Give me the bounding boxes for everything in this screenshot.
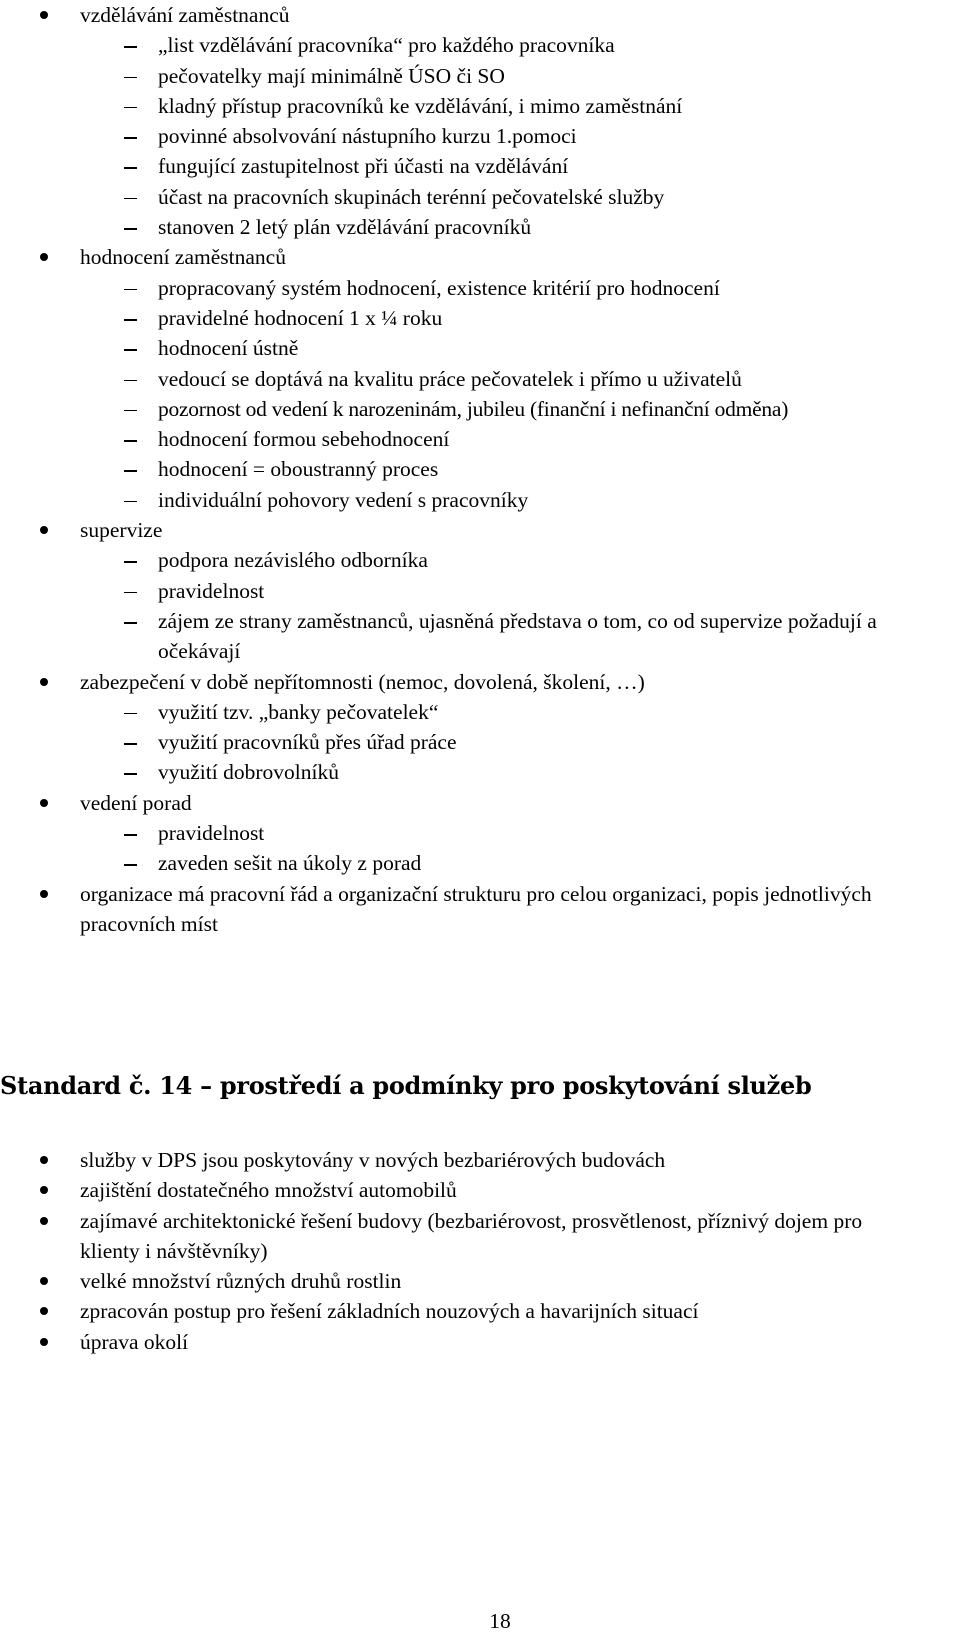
sub-item-text: stanoven 2 letý plán vzdělávání pracovníků [158,215,532,240]
list-item [0,515,960,666]
sub-list-item [0,697,960,727]
list-item [0,0,960,242]
sub-list-item [0,545,960,575]
sub-item-text: podpora nezávislého odborníka [158,548,428,573]
sub-list-item [0,91,960,121]
sub-list-item [0,424,960,454]
sub-item-text: individuální pohovory vedení s pracovníky [158,487,529,512]
sub-list-item [0,182,960,212]
sub-list-item [0,454,960,484]
sub-item-text: zájem ze strany zaměstnanců, ujasněná představa o tom, co od supervize požadují a očekávají [158,608,877,664]
bullet-list-section2 [0,1145,960,1357]
sub-item-text: pravidelnost [158,821,265,846]
sub-list [80,30,960,242]
sub-item-text: účast na pracovních skupinách terénní pečovatelské služby [158,184,665,209]
list-item [0,1145,960,1175]
sub-list-item [0,606,960,667]
sub-list-item [0,576,960,606]
sub-item-text: využití dobrovolníků [158,760,339,785]
sub-item-text: hodnocení = oboustranný proces [158,457,439,482]
sub-list-item [0,757,960,787]
bullet-item-text: zajištění dostatečného množství automobilů [80,1178,457,1203]
sub-item-text: fungující zastupitelnost při účasti na vzdělávání [158,154,569,179]
sub-list-item [0,273,960,303]
bullet-item-text: supervize [80,518,163,543]
list-item [0,1327,960,1357]
sub-item-text: využití pracovníků přes úřad práce [158,730,457,755]
list-item [0,879,960,940]
section-heading: Standard č. 14 – prostředí a podmínky pro poskytování služeb [0,1071,812,1100]
bullet-item-text: úprava okolí [80,1329,189,1354]
sub-item-text: využití tzv. „banky pečovatelek“ [158,699,439,724]
bullet-item-text: služby v DPS jsou poskytovány v nových bezbariérových budovách [80,1148,666,1172]
sub-list-item [0,30,960,60]
bullet-item-text: vzdělávání zaměstnanců [80,3,290,27]
bullet-item-text: zpracován postup pro řešení základních nouzových a havarijních situací [80,1299,699,1324]
sub-item-text: hodnocení formou sebehodnocení [158,427,450,452]
sub-item-text: pozornost od vedení k narozeninám, jubileu (finanční i nefinanční odměna) [158,396,789,421]
bullet-item-text: hodnocení zaměstnanců [80,245,286,270]
sub-list-item [0,151,960,181]
sub-list-item [0,212,960,242]
sub-list-item [0,61,960,91]
bullet-item-text: zabezpečení v době nepřítomnosti (nemoc, dovolená, školení, …) [80,669,645,694]
sub-item-text: propracovaný systém hodnocení, existence kritérií pro hodnocení [158,275,720,300]
list-item [0,1175,960,1205]
list-item [0,242,960,515]
sub-list-item [0,364,960,394]
sub-list [80,697,960,788]
sub-item-text: pravidelné hodnocení 1 x ¼ roku [158,305,443,330]
sub-list-item [0,818,960,848]
sub-item-text: povinné absolvování nástupního kurzu 1.pomoci [158,124,577,149]
bullet-item-text: zajímavé architektonické řešení budovy (bezbariérovost, prosvětlenost, příznivý dojem pro klienty i návštěvníky) [80,1208,863,1263]
bullet-item-text: organizace má pracovní řád a organizační strukturu pro celou organizaci, popis jednotlivých pracovních míst [80,881,872,936]
list-item [0,1296,960,1326]
list-item [0,1266,960,1296]
list-item [0,1206,960,1267]
sub-list-item [0,485,960,515]
bullet-item-text: vedení porad [80,790,192,815]
sub-list-item [0,394,960,424]
sub-list-item [0,848,960,878]
sub-item-text: kladný přístup pracovníků ke vzdělávání, i mimo zaměstnání [158,93,683,118]
sub-item-text: zaveden sešit na úkoly z porad [158,851,422,876]
sub-list-item [0,727,960,757]
sub-list [80,818,960,879]
sub-list [80,273,960,515]
sub-list [80,545,960,666]
sub-list-item [0,333,960,363]
sub-item-text: vedoucí se doptává na kvalitu práce pečovatelek i přímo u uživatelů [158,366,742,391]
sub-item-text: „list vzdělávání pracovníka“ pro každého pracovníka [158,33,615,58]
sub-item-text: hodnocení ústně [158,336,299,361]
sub-item-text: pečovatelky mají minimálně ÚSO či SO [158,63,505,88]
sub-list-item [0,121,960,151]
list-item [0,788,960,879]
sub-list-item [0,303,960,333]
page-number: 18 [489,1609,511,1633]
list-item [0,667,960,788]
sub-item-text: pravidelnost [158,578,265,603]
bullet-item-text: velké množství různých druhů rostlin [80,1269,402,1294]
